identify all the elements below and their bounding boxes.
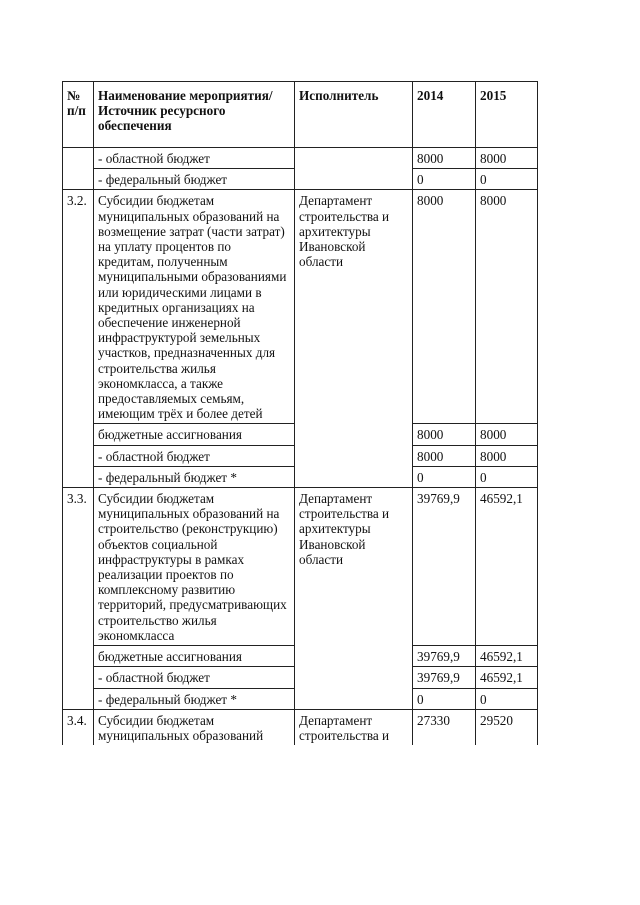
item-executor: Департамент строительства и архитектуры Ивановской области [295, 190, 413, 488]
value-2014: 39769,9 [413, 667, 476, 688]
value-2015: 0 [476, 688, 538, 709]
value-2015: 29520 [476, 709, 538, 745]
header-executor: Исполнитель [295, 82, 413, 148]
value-2014: 0 [413, 169, 476, 190]
executor-cell-empty [295, 148, 413, 190]
value-2015: 0 [476, 169, 538, 190]
item-executor: Департамент строительства и архитектуры Ивановской области [295, 488, 413, 710]
value-2014: 39769,9 [413, 646, 476, 667]
value-2014: 8000 [413, 148, 476, 169]
budget-table [62, 81, 538, 745]
source-label: - федеральный бюджет * [94, 466, 295, 487]
header-2014: 2014 [413, 82, 476, 148]
source-label: бюджетные ассигнования [94, 424, 295, 445]
source-label: - областной бюджет [94, 148, 295, 169]
value-2014: 8000 [413, 424, 476, 445]
header-name: Наименование мероприятия/ Источник ресурсного обеспечения [94, 82, 295, 148]
value-2015: 8000 [476, 190, 538, 424]
value-2015: 46592,1 [476, 667, 538, 688]
value-2015: 8000 [476, 148, 538, 169]
table-row [63, 148, 538, 169]
header-num: № п/п [63, 82, 94, 148]
value-2015: 46592,1 [476, 646, 538, 667]
value-2015: 8000 [476, 445, 538, 466]
value-2014: 27330 [413, 709, 476, 745]
item-title: Субсидии бюджетам муниципальных образований на строительство (реконструкцию) объектов социальной инфраструктуры в рамках реализации проектов по комплексному развитию территорий, предусматривающих строительство жилья экономкласса [94, 488, 295, 646]
source-label: - федеральный бюджет * [94, 688, 295, 709]
value-2014: 39769,9 [413, 488, 476, 646]
source-label: - областной бюджет [94, 445, 295, 466]
source-label: бюджетные ассигнования [94, 646, 295, 667]
table-header-row [63, 82, 538, 148]
item-number: 3.2. [63, 190, 94, 488]
table-row [63, 488, 538, 646]
table-row [63, 190, 538, 424]
item-title: Субсидии бюджетам муниципальных образований [94, 709, 295, 745]
value-2015: 0 [476, 466, 538, 487]
table-row [63, 709, 538, 745]
value-2015: 46592,1 [476, 488, 538, 646]
header-2015: 2015 [476, 82, 538, 148]
source-label: - федеральный бюджет [94, 169, 295, 190]
item-number: 3.4. [63, 709, 94, 745]
value-2014: 0 [413, 466, 476, 487]
value-2014: 8000 [413, 190, 476, 424]
value-2014: 0 [413, 688, 476, 709]
item-number: 3.3. [63, 488, 94, 710]
value-2015: 8000 [476, 424, 538, 445]
source-label: - областной бюджет [94, 667, 295, 688]
item-title: Субсидии бюджетам муниципальных образований на возмещение затрат (части затрат) на уплату процентов по кредитам, полученным муниципальными образованиями или юридическими лицами в кредитных организациях на обеспечение инженерной инфраструктурой земельных участков, предназначенных для строительства жилья экономкласса, а также предоставляемых семьям, имеющим трёх и более детей [94, 190, 295, 424]
item-executor: Департамент строительства и [295, 709, 413, 745]
num-cell-empty [63, 148, 94, 190]
value-2014: 8000 [413, 445, 476, 466]
